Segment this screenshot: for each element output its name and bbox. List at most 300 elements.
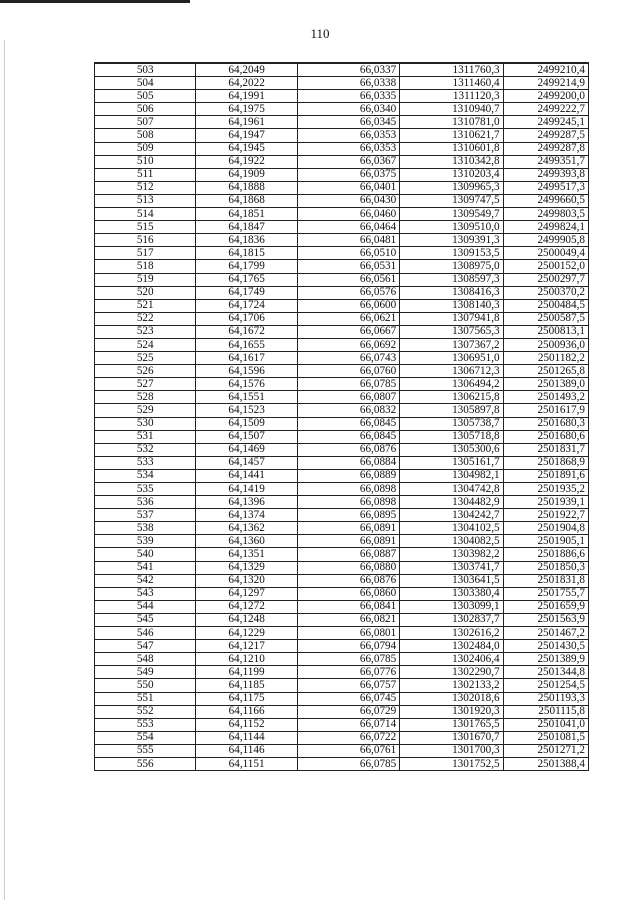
longitude-cell: 66,0821 xyxy=(297,613,399,626)
table-row xyxy=(95,378,589,391)
latitude-cell: 64,1888 xyxy=(196,181,297,194)
y-coordinate-cell: 2501389,9 xyxy=(503,653,588,666)
longitude-cell: 66,0576 xyxy=(297,286,399,299)
y-coordinate-cell: 2501182,2 xyxy=(503,352,588,365)
y-coordinate-cell: 2500370,2 xyxy=(503,286,588,299)
y-coordinate-cell: 2499200,0 xyxy=(503,90,588,103)
coordinates-table xyxy=(94,62,589,771)
table-row xyxy=(95,443,589,456)
point-number-cell: 556 xyxy=(95,757,196,770)
x-coordinate-cell: 1303641,5 xyxy=(400,574,503,587)
y-coordinate-cell: 2500936,0 xyxy=(503,338,588,351)
point-number-cell: 533 xyxy=(95,456,196,469)
table-row xyxy=(95,574,589,587)
y-coordinate-cell: 2501659,9 xyxy=(503,600,588,613)
latitude-cell: 64,1507 xyxy=(196,430,297,443)
y-coordinate-cell: 2501891,6 xyxy=(503,469,588,482)
x-coordinate-cell: 1303982,2 xyxy=(400,548,503,561)
table-row xyxy=(95,653,589,666)
table-row xyxy=(95,142,589,155)
table-row xyxy=(95,208,589,221)
page-number: 110 xyxy=(310,26,330,41)
y-coordinate-cell: 2501680,3 xyxy=(503,417,588,430)
table-row xyxy=(95,679,589,692)
longitude-cell: 66,0375 xyxy=(297,168,399,181)
y-coordinate-cell: 2501886,6 xyxy=(503,548,588,561)
latitude-cell: 64,1217 xyxy=(196,640,297,653)
latitude-cell: 64,1144 xyxy=(196,731,297,744)
longitude-cell: 66,0860 xyxy=(297,587,399,600)
y-coordinate-cell: 2499517,3 xyxy=(503,181,588,194)
longitude-cell: 66,0430 xyxy=(297,194,399,207)
table-row xyxy=(95,181,589,194)
latitude-cell: 64,1672 xyxy=(196,325,297,338)
latitude-cell: 64,1469 xyxy=(196,443,297,456)
table-row xyxy=(95,456,589,469)
y-coordinate-cell: 2499351,7 xyxy=(503,155,588,168)
y-coordinate-cell: 2500049,4 xyxy=(503,247,588,260)
point-number-cell: 554 xyxy=(95,731,196,744)
longitude-cell: 66,0745 xyxy=(297,692,399,705)
y-coordinate-cell: 2499824,1 xyxy=(503,221,588,234)
x-coordinate-cell: 1306215,8 xyxy=(400,391,503,404)
y-coordinate-cell: 2501868,9 xyxy=(503,456,588,469)
y-coordinate-cell: 2499660,5 xyxy=(503,194,588,207)
longitude-cell: 66,0776 xyxy=(297,666,399,679)
table-row xyxy=(95,90,589,103)
longitude-cell: 66,0880 xyxy=(297,561,399,574)
latitude-cell: 64,1765 xyxy=(196,273,297,286)
longitude-cell: 66,0722 xyxy=(297,731,399,744)
latitude-cell: 64,1961 xyxy=(196,116,297,129)
y-coordinate-cell: 2501389,0 xyxy=(503,378,588,391)
longitude-cell: 66,0876 xyxy=(297,443,399,456)
table-row xyxy=(95,77,589,90)
table-row xyxy=(95,365,589,378)
table-row xyxy=(95,312,589,325)
point-number-cell: 534 xyxy=(95,469,196,482)
y-coordinate-cell: 2499222,7 xyxy=(503,103,588,116)
y-coordinate-cell: 2501265,8 xyxy=(503,365,588,378)
longitude-cell: 66,0481 xyxy=(297,234,399,247)
longitude-cell: 66,0367 xyxy=(297,155,399,168)
point-number-cell: 503 xyxy=(95,63,196,77)
latitude-cell: 64,1509 xyxy=(196,417,297,430)
latitude-cell: 64,1185 xyxy=(196,679,297,692)
y-coordinate-cell: 2499287,5 xyxy=(503,129,588,142)
y-coordinate-cell: 2501388,4 xyxy=(503,757,588,770)
longitude-cell: 66,0510 xyxy=(297,247,399,260)
point-number-cell: 505 xyxy=(95,90,196,103)
x-coordinate-cell: 1309549,7 xyxy=(400,208,503,221)
x-coordinate-cell: 1304082,5 xyxy=(400,535,503,548)
y-coordinate-cell: 2501467,2 xyxy=(503,627,588,640)
header-rule xyxy=(0,0,190,3)
y-coordinate-cell: 2501271,2 xyxy=(503,744,588,757)
table-row xyxy=(95,587,589,600)
y-coordinate-cell: 2501850,3 xyxy=(503,561,588,574)
y-coordinate-cell: 2501193,3 xyxy=(503,692,588,705)
point-number-cell: 543 xyxy=(95,587,196,600)
latitude-cell: 64,1152 xyxy=(196,718,297,731)
x-coordinate-cell: 1307367,2 xyxy=(400,338,503,351)
x-coordinate-cell: 1310601,8 xyxy=(400,142,503,155)
point-number-cell: 542 xyxy=(95,574,196,587)
x-coordinate-cell: 1304982,1 xyxy=(400,469,503,482)
x-coordinate-cell: 1305718,8 xyxy=(400,430,503,443)
y-coordinate-cell: 2501493,2 xyxy=(503,391,588,404)
longitude-cell: 66,0891 xyxy=(297,535,399,548)
point-number-cell: 510 xyxy=(95,155,196,168)
y-coordinate-cell: 2501904,8 xyxy=(503,522,588,535)
point-number-cell: 530 xyxy=(95,417,196,430)
point-number-cell: 517 xyxy=(95,247,196,260)
point-number-cell: 527 xyxy=(95,378,196,391)
latitude-cell: 64,1329 xyxy=(196,561,297,574)
point-number-cell: 551 xyxy=(95,692,196,705)
latitude-cell: 64,1749 xyxy=(196,286,297,299)
y-coordinate-cell: 2501939,1 xyxy=(503,496,588,509)
latitude-cell: 64,1248 xyxy=(196,613,297,626)
longitude-cell: 66,0889 xyxy=(297,469,399,482)
latitude-cell: 64,1975 xyxy=(196,103,297,116)
latitude-cell: 64,1991 xyxy=(196,90,297,103)
longitude-cell: 66,0898 xyxy=(297,496,399,509)
x-coordinate-cell: 1308416,3 xyxy=(400,286,503,299)
longitude-cell: 66,0692 xyxy=(297,338,399,351)
table-row xyxy=(95,600,589,613)
x-coordinate-cell: 1308975,0 xyxy=(400,260,503,273)
longitude-cell: 66,0561 xyxy=(297,273,399,286)
longitude-cell: 66,0794 xyxy=(297,640,399,653)
table-row xyxy=(95,430,589,443)
longitude-cell: 66,0891 xyxy=(297,522,399,535)
x-coordinate-cell: 1302018,6 xyxy=(400,692,503,705)
longitude-cell: 66,0531 xyxy=(297,260,399,273)
y-coordinate-cell: 2500152,0 xyxy=(503,260,588,273)
y-coordinate-cell: 2501617,9 xyxy=(503,404,588,417)
latitude-cell: 64,1229 xyxy=(196,627,297,640)
x-coordinate-cell: 1302290,7 xyxy=(400,666,503,679)
longitude-cell: 66,0898 xyxy=(297,483,399,496)
longitude-cell: 66,0785 xyxy=(297,757,399,770)
table-row xyxy=(95,155,589,168)
latitude-cell: 64,1362 xyxy=(196,522,297,535)
latitude-cell: 64,1151 xyxy=(196,757,297,770)
latitude-cell: 64,1947 xyxy=(196,129,297,142)
y-coordinate-cell: 2500813,1 xyxy=(503,325,588,338)
latitude-cell: 64,1868 xyxy=(196,194,297,207)
x-coordinate-cell: 1305738,7 xyxy=(400,417,503,430)
point-number-cell: 508 xyxy=(95,129,196,142)
x-coordinate-cell: 1310781,0 xyxy=(400,116,503,129)
point-number-cell: 504 xyxy=(95,77,196,90)
y-coordinate-cell: 2501430,5 xyxy=(503,640,588,653)
y-coordinate-cell: 2499210,4 xyxy=(503,63,588,77)
table-row xyxy=(95,286,589,299)
latitude-cell: 64,1706 xyxy=(196,312,297,325)
x-coordinate-cell: 1304742,8 xyxy=(400,483,503,496)
y-coordinate-cell: 2499287,8 xyxy=(503,142,588,155)
x-coordinate-cell: 1311760,3 xyxy=(400,63,503,77)
latitude-cell: 64,1909 xyxy=(196,168,297,181)
longitude-cell: 66,0884 xyxy=(297,456,399,469)
latitude-cell: 64,1799 xyxy=(196,260,297,273)
y-coordinate-cell: 2501563,9 xyxy=(503,613,588,626)
point-number-cell: 537 xyxy=(95,509,196,522)
x-coordinate-cell: 1302837,7 xyxy=(400,613,503,626)
y-coordinate-cell: 2501935,2 xyxy=(503,483,588,496)
y-coordinate-cell: 2501905,1 xyxy=(503,535,588,548)
table-row xyxy=(95,627,589,640)
longitude-cell: 66,0338 xyxy=(297,77,399,90)
table-row xyxy=(95,234,589,247)
longitude-cell: 66,0345 xyxy=(297,116,399,129)
y-coordinate-cell: 2501755,7 xyxy=(503,587,588,600)
table-row xyxy=(95,299,589,312)
table-row xyxy=(95,194,589,207)
table-row xyxy=(95,666,589,679)
table-row xyxy=(95,535,589,548)
table-row xyxy=(95,168,589,181)
y-coordinate-cell: 2500484,5 xyxy=(503,299,588,312)
point-number-cell: 507 xyxy=(95,116,196,129)
x-coordinate-cell: 1303099,1 xyxy=(400,600,503,613)
table-row xyxy=(95,613,589,626)
point-number-cell: 535 xyxy=(95,483,196,496)
point-number-cell: 536 xyxy=(95,496,196,509)
latitude-cell: 64,1836 xyxy=(196,234,297,247)
latitude-cell: 64,1551 xyxy=(196,391,297,404)
latitude-cell: 64,1655 xyxy=(196,338,297,351)
point-number-cell: 514 xyxy=(95,208,196,221)
point-number-cell: 518 xyxy=(95,260,196,273)
x-coordinate-cell: 1311460,4 xyxy=(400,77,503,90)
x-coordinate-cell: 1304242,7 xyxy=(400,509,503,522)
longitude-cell: 66,0460 xyxy=(297,208,399,221)
x-coordinate-cell: 1309153,5 xyxy=(400,247,503,260)
y-coordinate-cell: 2501680,6 xyxy=(503,430,588,443)
point-number-cell: 544 xyxy=(95,600,196,613)
point-number-cell: 549 xyxy=(95,666,196,679)
longitude-cell: 66,0785 xyxy=(297,653,399,666)
x-coordinate-cell: 1306951,0 xyxy=(400,352,503,365)
point-number-cell: 506 xyxy=(95,103,196,116)
x-coordinate-cell: 1304482,9 xyxy=(400,496,503,509)
scan-edge-line xyxy=(4,40,5,900)
coordinates-table-body xyxy=(95,63,589,771)
point-number-cell: 511 xyxy=(95,168,196,181)
x-coordinate-cell: 1301752,5 xyxy=(400,757,503,770)
table-row xyxy=(95,391,589,404)
longitude-cell: 66,0401 xyxy=(297,181,399,194)
point-number-cell: 528 xyxy=(95,391,196,404)
longitude-cell: 66,0340 xyxy=(297,103,399,116)
table-row xyxy=(95,404,589,417)
latitude-cell: 64,1419 xyxy=(196,483,297,496)
latitude-cell: 64,1523 xyxy=(196,404,297,417)
x-coordinate-cell: 1303741,7 xyxy=(400,561,503,574)
table-row xyxy=(95,640,589,653)
longitude-cell: 66,0807 xyxy=(297,391,399,404)
table-row xyxy=(95,483,589,496)
table-row xyxy=(95,352,589,365)
x-coordinate-cell: 1304102,5 xyxy=(400,522,503,535)
point-number-cell: 532 xyxy=(95,443,196,456)
longitude-cell: 66,0337 xyxy=(297,63,399,77)
point-number-cell: 523 xyxy=(95,325,196,338)
longitude-cell: 66,0600 xyxy=(297,299,399,312)
x-coordinate-cell: 1302133,2 xyxy=(400,679,503,692)
longitude-cell: 66,0761 xyxy=(297,744,399,757)
latitude-cell: 64,2022 xyxy=(196,77,297,90)
table-row xyxy=(95,338,589,351)
latitude-cell: 64,1210 xyxy=(196,653,297,666)
longitude-cell: 66,0876 xyxy=(297,574,399,587)
longitude-cell: 66,0335 xyxy=(297,90,399,103)
x-coordinate-cell: 1310342,8 xyxy=(400,155,503,168)
longitude-cell: 66,0714 xyxy=(297,718,399,731)
x-coordinate-cell: 1310621,7 xyxy=(400,129,503,142)
latitude-cell: 64,1945 xyxy=(196,142,297,155)
x-coordinate-cell: 1305897,8 xyxy=(400,404,503,417)
table-row xyxy=(95,129,589,142)
x-coordinate-cell: 1301765,5 xyxy=(400,718,503,731)
latitude-cell: 64,1199 xyxy=(196,666,297,679)
x-coordinate-cell: 1309391,3 xyxy=(400,234,503,247)
x-coordinate-cell: 1311120,3 xyxy=(400,90,503,103)
x-coordinate-cell: 1306494,2 xyxy=(400,378,503,391)
table-row xyxy=(95,731,589,744)
x-coordinate-cell: 1307941,8 xyxy=(400,312,503,325)
latitude-cell: 64,1576 xyxy=(196,378,297,391)
point-number-cell: 516 xyxy=(95,234,196,247)
table-row xyxy=(95,705,589,718)
x-coordinate-cell: 1309965,3 xyxy=(400,181,503,194)
latitude-cell: 64,1457 xyxy=(196,456,297,469)
point-number-cell: 541 xyxy=(95,561,196,574)
point-number-cell: 550 xyxy=(95,679,196,692)
latitude-cell: 64,1175 xyxy=(196,692,297,705)
x-coordinate-cell: 1302406,4 xyxy=(400,653,503,666)
table-row xyxy=(95,116,589,129)
longitude-cell: 66,0832 xyxy=(297,404,399,417)
table-row xyxy=(95,509,589,522)
y-coordinate-cell: 2501081,5 xyxy=(503,731,588,744)
table-row xyxy=(95,273,589,286)
x-coordinate-cell: 1301700,3 xyxy=(400,744,503,757)
latitude-cell: 64,1374 xyxy=(196,509,297,522)
point-number-cell: 547 xyxy=(95,640,196,653)
table-row xyxy=(95,692,589,705)
longitude-cell: 66,0757 xyxy=(297,679,399,692)
table-row xyxy=(95,757,589,770)
point-number-cell: 529 xyxy=(95,404,196,417)
table-row xyxy=(95,548,589,561)
longitude-cell: 66,0464 xyxy=(297,221,399,234)
y-coordinate-cell: 2500587,5 xyxy=(503,312,588,325)
longitude-cell: 66,0887 xyxy=(297,548,399,561)
longitude-cell: 66,0845 xyxy=(297,430,399,443)
y-coordinate-cell: 2499393,8 xyxy=(503,168,588,181)
y-coordinate-cell: 2501831,8 xyxy=(503,574,588,587)
longitude-cell: 66,0353 xyxy=(297,129,399,142)
table-row xyxy=(95,744,589,757)
x-coordinate-cell: 1310940,7 xyxy=(400,103,503,116)
latitude-cell: 64,1724 xyxy=(196,299,297,312)
x-coordinate-cell: 1307565,3 xyxy=(400,325,503,338)
table-row xyxy=(95,469,589,482)
point-number-cell: 548 xyxy=(95,653,196,666)
longitude-cell: 66,0801 xyxy=(297,627,399,640)
table-row xyxy=(95,260,589,273)
y-coordinate-cell: 2499905,8 xyxy=(503,234,588,247)
y-coordinate-cell: 2501831,7 xyxy=(503,443,588,456)
x-coordinate-cell: 1301920,3 xyxy=(400,705,503,718)
point-number-cell: 509 xyxy=(95,142,196,155)
x-coordinate-cell: 1308597,3 xyxy=(400,273,503,286)
x-coordinate-cell: 1303380,4 xyxy=(400,587,503,600)
latitude-cell: 64,1815 xyxy=(196,247,297,260)
y-coordinate-cell: 2501041,0 xyxy=(503,718,588,731)
x-coordinate-cell: 1306712,3 xyxy=(400,365,503,378)
latitude-cell: 64,2049 xyxy=(196,63,297,77)
longitude-cell: 66,0353 xyxy=(297,142,399,155)
latitude-cell: 64,1320 xyxy=(196,574,297,587)
latitude-cell: 64,1596 xyxy=(196,365,297,378)
longitude-cell: 66,0760 xyxy=(297,365,399,378)
y-coordinate-cell: 2501922,7 xyxy=(503,509,588,522)
latitude-cell: 64,1851 xyxy=(196,208,297,221)
table-row xyxy=(95,103,589,116)
latitude-cell: 64,1351 xyxy=(196,548,297,561)
point-number-cell: 522 xyxy=(95,312,196,325)
point-number-cell: 512 xyxy=(95,181,196,194)
point-number-cell: 545 xyxy=(95,613,196,626)
table-row xyxy=(95,718,589,731)
longitude-cell: 66,0841 xyxy=(297,600,399,613)
y-coordinate-cell: 2499245,1 xyxy=(503,116,588,129)
point-number-cell: 520 xyxy=(95,286,196,299)
point-number-cell: 526 xyxy=(95,365,196,378)
point-number-cell: 555 xyxy=(95,744,196,757)
longitude-cell: 66,0667 xyxy=(297,325,399,338)
point-number-cell: 538 xyxy=(95,522,196,535)
point-number-cell: 525 xyxy=(95,352,196,365)
point-number-cell: 513 xyxy=(95,194,196,207)
point-number-cell: 515 xyxy=(95,221,196,234)
table-row xyxy=(95,325,589,338)
point-number-cell: 552 xyxy=(95,705,196,718)
latitude-cell: 64,1297 xyxy=(196,587,297,600)
table-row xyxy=(95,247,589,260)
table-row xyxy=(95,496,589,509)
longitude-cell: 66,0845 xyxy=(297,417,399,430)
point-number-cell: 553 xyxy=(95,718,196,731)
table-row xyxy=(95,561,589,574)
y-coordinate-cell: 2499803,5 xyxy=(503,208,588,221)
x-coordinate-cell: 1305161,7 xyxy=(400,456,503,469)
x-coordinate-cell: 1309747,5 xyxy=(400,194,503,207)
latitude-cell: 64,1272 xyxy=(196,600,297,613)
y-coordinate-cell: 2501344,8 xyxy=(503,666,588,679)
x-coordinate-cell: 1301670,7 xyxy=(400,731,503,744)
longitude-cell: 66,0743 xyxy=(297,352,399,365)
table-row xyxy=(95,221,589,234)
point-number-cell: 524 xyxy=(95,338,196,351)
point-number-cell: 540 xyxy=(95,548,196,561)
x-coordinate-cell: 1310203,4 xyxy=(400,168,503,181)
